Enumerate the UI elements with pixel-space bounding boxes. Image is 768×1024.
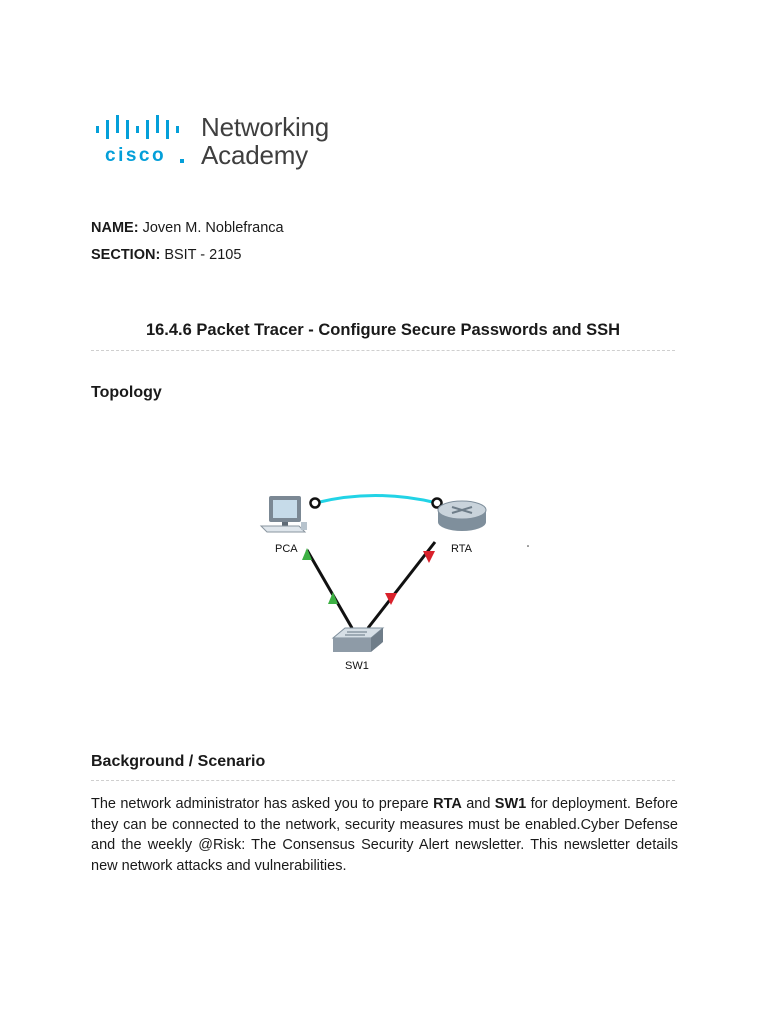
scenario-rta: RTA <box>433 796 462 812</box>
background-divider <box>91 780 675 781</box>
scenario-paragraph <box>91 794 678 876</box>
device-label-sw1: SW1 <box>345 660 369 672</box>
background-heading: Background / Scenario <box>91 753 266 770</box>
scenario-text-2: and <box>461 796 495 812</box>
link-status-up-icon <box>328 592 338 604</box>
stray-dot <box>527 545 529 547</box>
document-title: 16.4.6 Packet Tracer - Configure Secure Passwords and SSH <box>145 321 621 339</box>
scenario-text-1: The network administrator has asked you to prepare <box>91 796 434 812</box>
device-label-pca: PCA <box>275 543 298 555</box>
router-icon <box>438 501 486 531</box>
logo-networking-text: Networking <box>201 112 330 142</box>
topology-heading: Topology <box>91 384 162 401</box>
name-line <box>91 219 284 237</box>
title-divider <box>91 350 675 351</box>
cisco-dot <box>180 159 184 163</box>
switch-icon <box>333 628 383 652</box>
name-value: Joven M. Noblefranca <box>142 220 284 236</box>
pc-icon <box>261 496 307 532</box>
link-pca-sw1 <box>307 550 352 628</box>
device-label-rta: RTA <box>451 543 472 555</box>
scenario-text-3: for deployment. Before they can be connected to the network, security measures must be enabled.Cyber Defense and the weekly @Risk: The Consensus Security Alert newsletter. This newsletter details new network attacks and vulnerabilities. <box>91 796 678 874</box>
cisco-wordmark: cisco <box>105 145 167 166</box>
section-line <box>91 246 241 264</box>
networking-academy-logo <box>96 113 356 173</box>
console-endpoint-pca <box>311 499 320 508</box>
name-label: NAME: <box>91 220 139 236</box>
topology-diagram <box>255 478 545 678</box>
console-link <box>315 496 437 504</box>
cisco-bars-icon <box>96 115 188 139</box>
scenario-sw1: SW1 <box>494 796 527 812</box>
section-value: BSIT - 2105 <box>164 247 242 263</box>
logo-academy-text: Academy <box>201 140 308 170</box>
section-label: SECTION: <box>91 247 161 263</box>
